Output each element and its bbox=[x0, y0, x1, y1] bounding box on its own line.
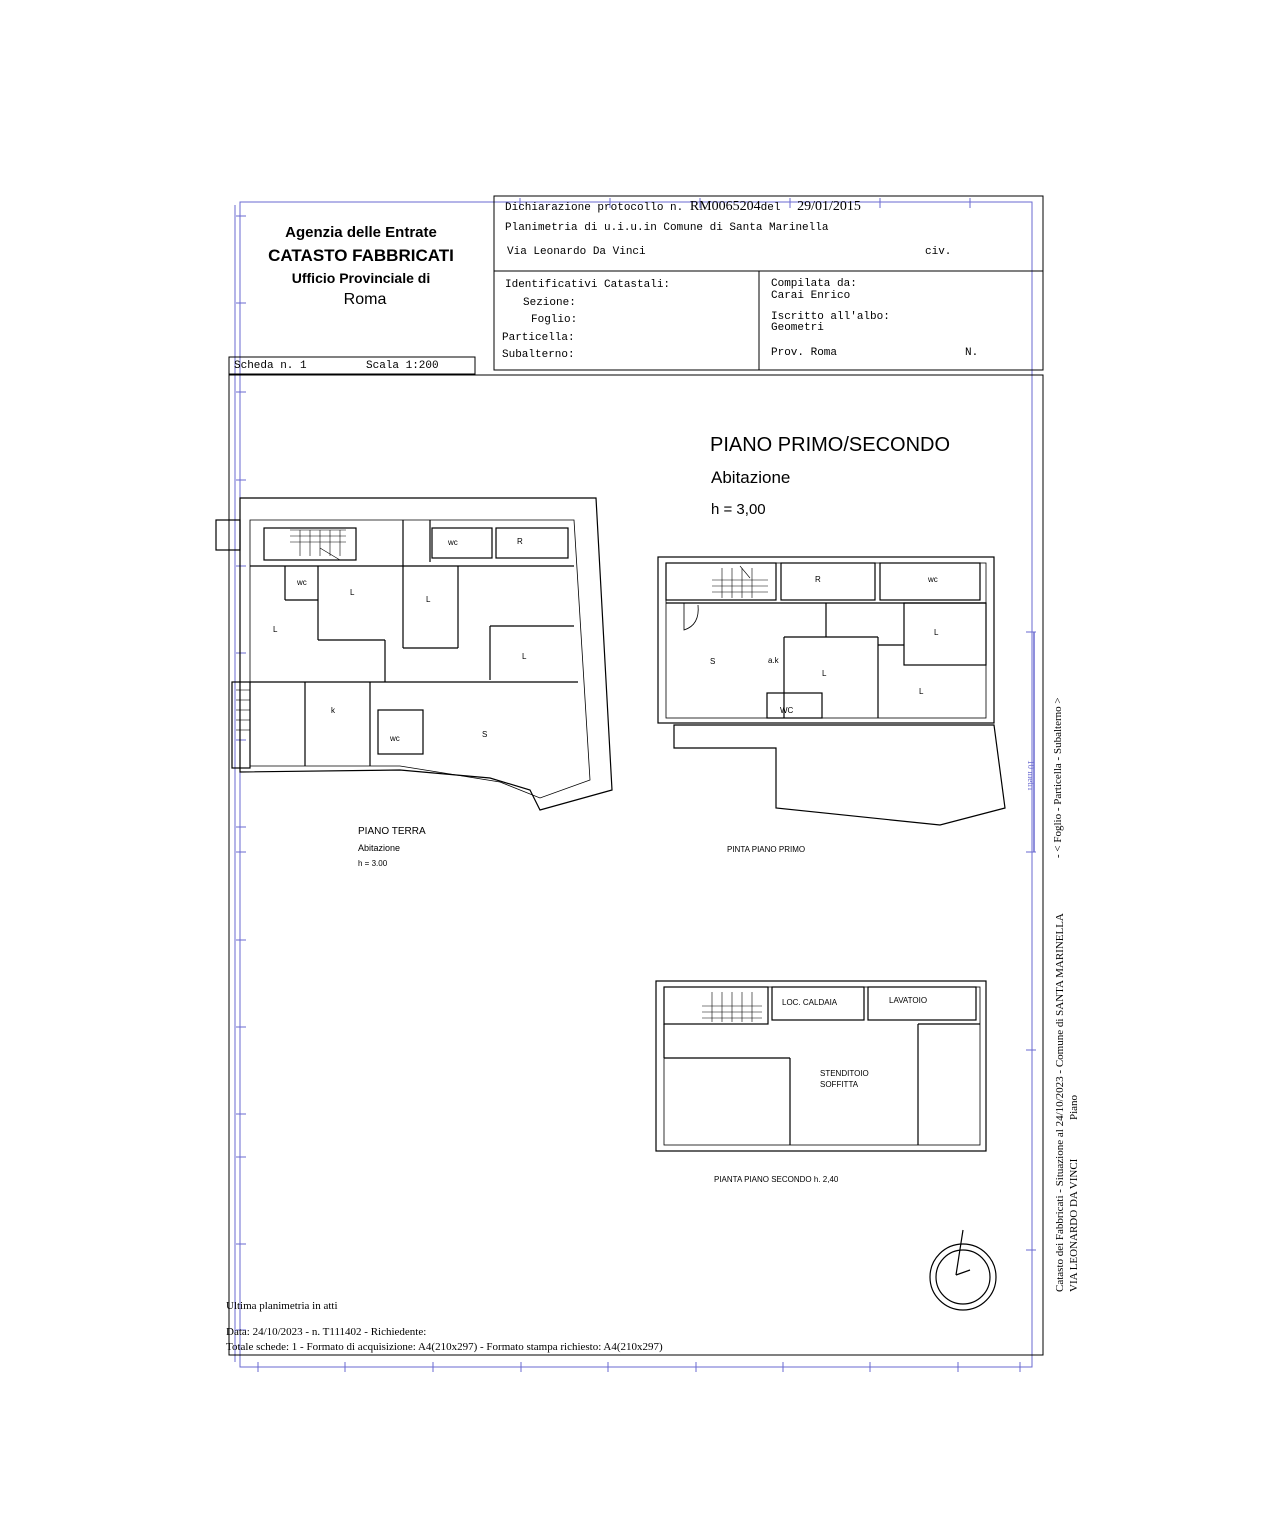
format-info: Totale schede: 1 - Formato di acquisizione: A4(210x297) - Formato stampa richiesto: A4(210x297) bbox=[226, 1341, 663, 1353]
city-label: Roma bbox=[343, 291, 387, 308]
ground-floor-height: h = 3.00 bbox=[358, 859, 388, 868]
identificativi-label: Identificativi Catastali: bbox=[505, 279, 671, 291]
ufficio-label: Ufficio Provinciale di bbox=[291, 270, 431, 286]
room-label: wc bbox=[390, 734, 400, 743]
room-label: S bbox=[710, 657, 716, 666]
side-address: VIA LEONARDO DA VINCI bbox=[1068, 1158, 1080, 1292]
del-label: del bbox=[760, 202, 781, 214]
request-data: Data: 24/10/2023 - n. T111402 - Richiedente: bbox=[226, 1326, 427, 1338]
room-label: STENDITOIO bbox=[820, 1069, 869, 1078]
room-label: L bbox=[522, 652, 527, 661]
protocol-date: 29/01/2015 bbox=[797, 199, 861, 214]
room-label: LAVATOIO bbox=[889, 996, 928, 1005]
first-floor-room-labels bbox=[710, 575, 939, 715]
room-label: R bbox=[517, 537, 523, 546]
address-line: Via Leonardo Da Vinci bbox=[507, 246, 646, 258]
scale-bar-label: 10 metri bbox=[1026, 760, 1036, 791]
catasto-title: CATASTO FABBRICATI bbox=[268, 246, 454, 265]
side-legend: - < Foglio - Particella - Subalterno > bbox=[1052, 697, 1064, 858]
n-label: N. bbox=[965, 347, 979, 359]
room-label: L bbox=[822, 669, 827, 678]
room-label: L bbox=[273, 625, 278, 634]
room-label: R bbox=[815, 575, 821, 584]
room-label: wc bbox=[297, 578, 307, 587]
side-piano: Piano bbox=[1068, 1094, 1080, 1120]
compilatore-name: Carai Enrico bbox=[771, 290, 851, 302]
protocol-number: RM0065204 bbox=[689, 199, 761, 214]
scheda-label: Scheda n. 1 bbox=[234, 360, 307, 372]
subalterno-label: Subalterno: bbox=[502, 349, 575, 361]
compilata-label: Compilata da: bbox=[771, 278, 857, 290]
foglio-label: Foglio: bbox=[531, 314, 578, 326]
side-situazione: Catasto dei Fabbricati - Situazione al 24/10/2023 - Comune di SANTA MARINELLA bbox=[1054, 913, 1066, 1292]
planimetria-line: Planimetria di u.i.u.in Comune di Santa Marinella bbox=[505, 222, 829, 234]
second-floor-caption: PIANTA PIANO SECONDO h. 2,40 bbox=[714, 1175, 839, 1184]
north-arrow-icon bbox=[930, 1230, 996, 1310]
room-label: a.k bbox=[768, 656, 779, 665]
albo-value: Geometri bbox=[771, 322, 824, 334]
room-label: wc bbox=[448, 538, 458, 547]
iscritto-label: Iscritto all'albo: bbox=[771, 311, 890, 323]
ground-floor-subtitle: Abitazione bbox=[358, 843, 401, 853]
room-label: SOFFITTA bbox=[820, 1080, 859, 1089]
plan-height: h = 3,00 bbox=[711, 501, 766, 518]
sezione-label: Sezione: bbox=[523, 297, 576, 309]
ground-floor-plan bbox=[216, 498, 612, 810]
civ-label: civ. bbox=[925, 246, 952, 258]
room-label: L bbox=[934, 628, 939, 637]
plan-subtitle: Abitazione bbox=[711, 468, 791, 487]
agency-name: Agenzia delle Entrate bbox=[285, 224, 437, 241]
particella-label: Particella: bbox=[502, 332, 575, 344]
room-label: L bbox=[919, 687, 924, 696]
ground-floor-room-labels bbox=[273, 537, 527, 743]
ultima-planimetria: Ultima planimetria in atti bbox=[226, 1300, 338, 1312]
plan-title: PIANO PRIMO/SECONDO bbox=[710, 434, 951, 456]
room-label: k bbox=[331, 706, 335, 715]
second-floor-room-labels bbox=[782, 996, 927, 1089]
first-floor-caption: PINTA PIANO PRIMO bbox=[727, 845, 806, 854]
ground-floor-title: PIANO TERRA bbox=[358, 826, 426, 837]
room-label: LOC. CALDAIA bbox=[782, 998, 838, 1007]
room-label: WC bbox=[780, 706, 794, 715]
protocol-label: Dichiarazione protocollo n. bbox=[505, 202, 684, 214]
first-floor-plan bbox=[658, 557, 1005, 825]
prov-label: Prov. Roma bbox=[771, 347, 838, 359]
scala-label: Scala 1:200 bbox=[366, 360, 439, 372]
room-label: L bbox=[350, 588, 355, 597]
room-label: S bbox=[482, 730, 488, 739]
room-label: wc bbox=[928, 575, 938, 584]
room-label: L bbox=[426, 595, 431, 604]
